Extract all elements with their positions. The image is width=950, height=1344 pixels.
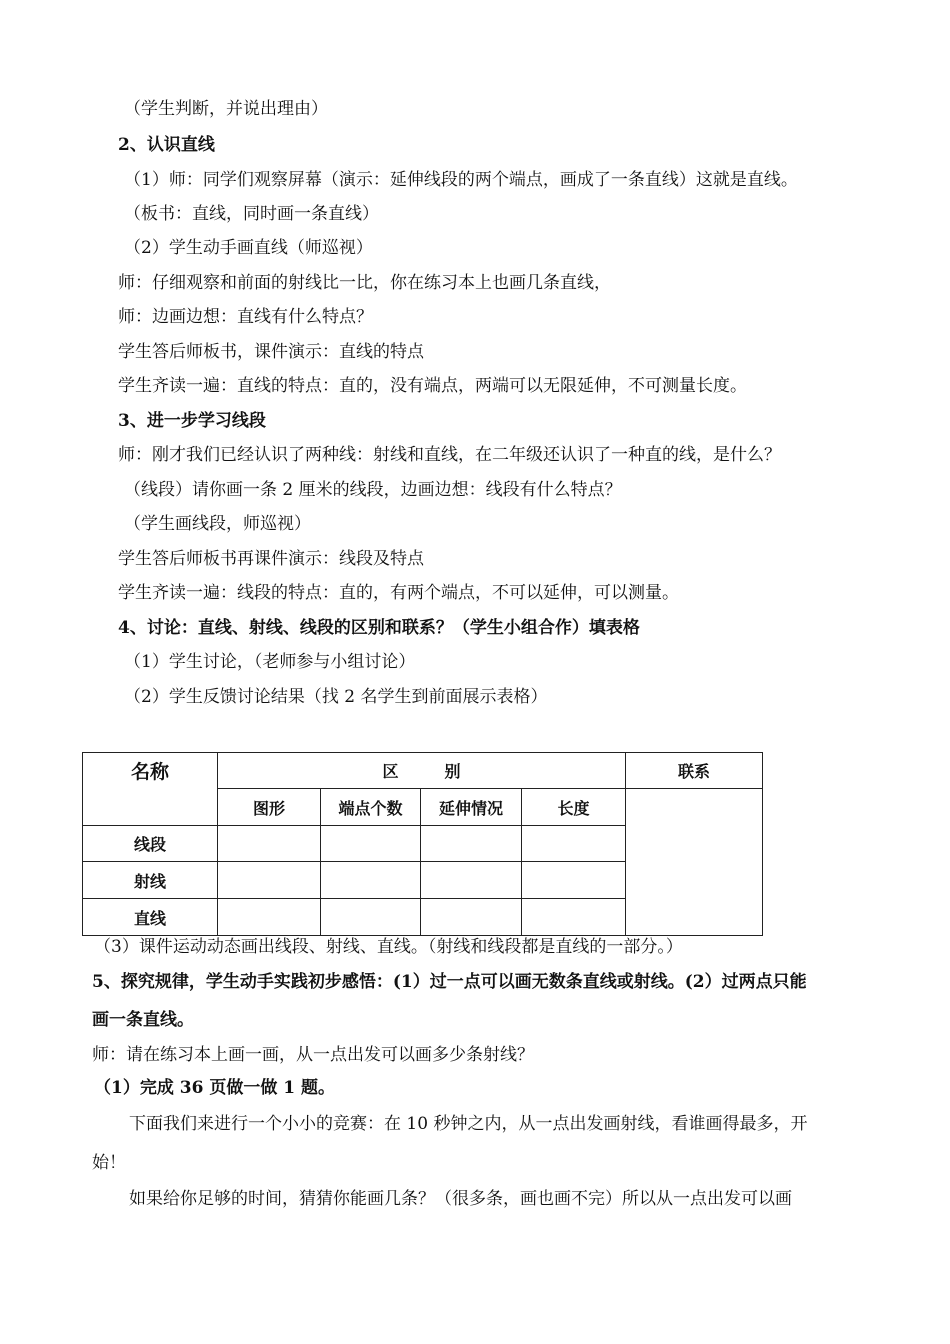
table-cell	[218, 899, 321, 936]
text-line: （板书：直线，同时画一条直线）	[124, 204, 379, 224]
table-cell	[522, 862, 626, 899]
text-line: 学生答后师板书再课件演示：线段及特点	[118, 549, 424, 569]
text-line: 师：边画边想：直线有什么特点？	[118, 307, 373, 327]
table-row-label: 线段	[83, 826, 218, 862]
text-line: （1）师：同学们观察屏幕（演示：延伸线段的两个端点，画成了一条直线）这就是直线。	[124, 170, 798, 190]
table-header-relation: 联系	[626, 753, 763, 789]
table-cell	[321, 862, 421, 899]
table-cell	[321, 826, 421, 862]
table-cell	[421, 862, 522, 899]
table-column-header: 长度	[522, 789, 626, 826]
text-line: 学生齐读一遍：线段的特点：直的，有两个端点，不可以延伸，可以测量。	[118, 583, 679, 603]
table-cell	[421, 826, 522, 862]
table-header-name: 名称	[83, 753, 218, 826]
text-line: 师：请在练习本上画一画，从一点出发可以画多少条射线？	[92, 1045, 534, 1065]
table-cell	[522, 899, 626, 936]
section-heading: 5、探究规律，学生动手实践初步感悟：(1）过一点可以画无数条直线或射线。(2）过两点只能	[92, 972, 807, 992]
paragraph-line: 始！	[92, 1153, 126, 1173]
section-heading: 3、进一步学习线段	[118, 411, 266, 431]
section-heading: 4、讨论：直线、射线、线段的区别和联系？（学生小组合作）填表格	[118, 618, 640, 638]
paragraph-line: 如果给你足够的时间，猜猜你能画几条？（很多条，画也画不完）所以从一点出发可以画	[129, 1189, 792, 1209]
text-line: （1）学生讨论，（老师参与小组讨论）	[124, 652, 416, 672]
text-line: 师：刚才我们已经认识了两种线：射线和直线，在二年级还认识了一种直的线，是什么？	[118, 445, 781, 465]
text-line: （2）学生动手画直线（师巡视）	[124, 238, 373, 258]
table-header-difference-b: 别	[444, 762, 461, 781]
table-relation-cell	[626, 789, 763, 936]
section-heading: 2、认识直线	[118, 135, 215, 155]
text-line: （学生判断，并说出理由）	[124, 99, 328, 119]
text-line: （学生画线段，师巡视）	[124, 514, 311, 534]
text-line: 学生齐读一遍：直线的特点：直的，没有端点，两端可以无限延伸，不可测量长度。	[118, 376, 747, 396]
table-column-header: 延伸情况	[421, 789, 522, 826]
table-cell	[522, 826, 626, 862]
text-line: 师：仔细观察和前面的射线比一比，你在练习本上也画几条直线，	[118, 273, 611, 293]
section-heading-continued: 画一条直线。	[92, 1010, 194, 1030]
table-header-difference-a: 区	[382, 762, 399, 781]
comparison-table	[82, 752, 762, 935]
table-row-label: 射线	[83, 862, 218, 899]
table-cell	[218, 862, 321, 899]
table-column-header: 端点个数	[321, 789, 421, 826]
text-line: 学生答后师板书，课件演示：直线的特点	[118, 342, 424, 362]
text-line: （线段）请你画一条 2 厘米的线段，边画边想：线段有什么特点？	[124, 480, 622, 500]
text-line: （3）课件运动动态画出线段、射线、直线。（射线和线段都是直线的一部分。）	[94, 937, 683, 957]
table-cell	[421, 899, 522, 936]
paragraph-line: 下面我们来进行一个小小的竞赛：在 10 秒钟之内，从一点出发画射线，看谁画得最多，开	[129, 1114, 808, 1134]
table-cell	[218, 826, 321, 862]
table-cell	[321, 899, 421, 936]
table-column-header: 图形	[218, 789, 321, 826]
table-row-label: 直线	[83, 899, 218, 936]
text-line: （2）学生反馈讨论结果（找 2 名学生到前面展示表格）	[124, 687, 548, 707]
table-header-difference	[218, 753, 626, 789]
exercise-heading: （1）完成 36 页做一做 1 题。	[94, 1078, 335, 1098]
